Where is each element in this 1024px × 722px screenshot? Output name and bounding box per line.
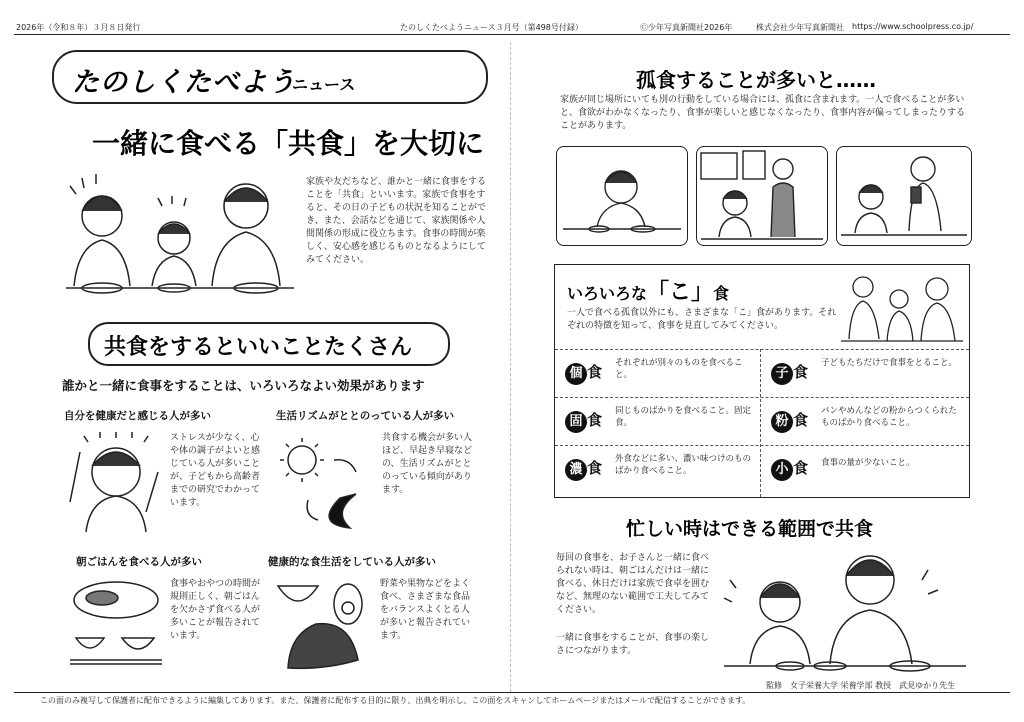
benefit-4-title: 健康的な食生活をしている人が多い [268,556,436,568]
parent-child-illustration [720,540,970,680]
benefit-3-text: 食事やおやつの時間が規則正しく、朝ごはんを欠かさず食べる人が多いことが報告されています。 [170,579,261,641]
iroiro-title-post: 食 [713,284,730,303]
benefit-4-text: 野菜や果物などをよく食べ、さまざまな食品をバランスよくとる人が多いと報告されています。 [380,579,471,641]
kanji-badge: 固 [565,411,587,433]
kanji-badge: 濃 [565,459,587,481]
kanji-desc: パンやめんなどの粉からつくられたものばかり食べること。 [821,406,957,428]
headline: 一緒に食べる「共食」を大切に [92,127,485,160]
kanji-badge: 小 [771,459,793,481]
kosyoku-item-ko5 [565,454,755,481]
kosyoku-item-ko1 [565,358,755,385]
intro-text: 家族や友だちなど、誰かと一緒に食事をすることを「共食」といいます。家族で食事をすると、その日の子どもの状況を知ることができ、また、会話などを通じて、家族関係や人間関係の形成に役立ちます。食事の時間が楽しく、安心感を感じるものとなるようにしてみてください。 [306,177,487,265]
kosyoku-scene-2 [696,146,828,246]
footer-note: この面のみ複写して保護者に配布できるように編集してあります。また、保護者に配布する目的に限り、出典を明示し、この面をスキャンしてホームページまたはメールで配信することができます。 [40,696,751,705]
iroiro-sep-vert [760,349,761,497]
section-title: 共食をするといいことたくさん [104,335,413,360]
kanji-desc: 外食などに多い、濃い味つけのものばかり食べること。 [615,454,752,476]
credit: 監修 女子栄養大学 栄養学部 教授 武見ゆかり先生 [766,681,956,690]
vegetables-illustration [272,576,376,672]
kosyoku-item-ko2 [771,358,961,385]
kosyoku-scene-1 [556,146,688,246]
issue-number: たのしくたべようニュース３月号（第498号付録） [400,23,583,32]
iroiro-box [554,264,970,498]
copyright: Ⓒ少年写真新聞社2026年 [640,23,733,32]
logo-suffix: ニュース [292,75,356,94]
kanji-badge: 子 [771,363,793,385]
publisher: 株式会社少年写真新聞社 [756,23,844,32]
iroiro-sep-2 [555,397,969,398]
kanji-suffix: 食 [793,363,809,381]
busy-title: 忙しい時はできる範囲で共食 [626,518,874,540]
footer-rule [14,692,1010,693]
benefit-1-text: ストレスが少なく、心や体の調子がよいと感じている人が多いことが、子どもから高齢者までの研究でわかっています。 [170,433,261,508]
kosyoku-item-ko4 [771,406,961,433]
kanji-desc: 食事の量が少ないこと。 [821,458,915,468]
family-illustration [62,166,298,296]
kanji-badge: 個 [565,363,587,385]
iroiro-title [567,275,729,306]
lead-text: 誰かと一緒に食事をすることは、いろいろなよい効果があります [62,378,425,393]
kanji-desc: 子どもたちだけで食事をとること。 [821,358,958,368]
iroiro-title-kana: 「こ」 [647,280,714,305]
kanji-suffix: 食 [587,459,603,477]
kosyoku-item-ko3 [565,406,755,433]
logo-main: たのしくたべよう [72,67,296,98]
iroiro-sep-3 [555,445,969,446]
benefit-1-title: 自分を健康だと感じる人が多い [64,410,211,422]
kanji-suffix: 食 [793,411,809,429]
kanji-desc: 同じものばかりを食べること。固定食。 [615,406,752,428]
iroiro-sep-1 [555,349,969,350]
iroiro-title-pre: いろいろな [567,284,648,303]
boy-illustration [60,432,170,532]
issue-date: 2026年（令和８年）３月８日発行 [16,23,141,32]
logo-banner [52,50,488,104]
kanji-desc: それぞれが別々のものを食べること。 [615,358,743,380]
sun-moon-illustration [278,436,382,532]
section-banner [88,322,450,366]
kosyoku-text: 家族が同じ場所にいても別の行動をしている場合には、孤食に含まれます。一人で食べることが多いと、食欲がわかなくなったり、食事が楽しいと感じなくなったり、食事内容が偏ってしまったりすることがあります。 [560,95,966,131]
benefit-2-title: 生活リズムがととのっている人が多い [276,410,455,422]
kanji-suffix: 食 [587,411,603,429]
benefit-2-text: 共食する機会が多い人ほど、早起き早寝などの、生活リズムがととのっている傾向があります。 [382,433,473,495]
kosyoku-scene-3 [836,146,972,246]
benefit-3-title: 朝ごはんを食べる人が多い [76,556,202,568]
iroiro-family-illustration [841,269,963,345]
breakfast-illustration [66,576,166,668]
kosyoku-item-ko6 [771,457,961,481]
kanji-suffix: 食 [793,459,809,477]
kanji-badge: 粉 [771,411,793,433]
publisher-url[interactable]: https://www.schoolpress.co.jp/ [852,22,974,31]
iroiro-text: 一人で食べる孤食以外にも、さまざまな「こ」食があります。それぞれの特徴を知って、食事を見直してみてください。 [567,308,837,331]
kosyoku-title: 孤食することが多いと…… [636,68,876,92]
busy-text-2: 一緒に食事をすることが、食事の楽しさにつながります。 [556,633,710,656]
busy-text-1: 毎回の食事を、お子さんと一緒に食べられない時は、朝ごはんだけは一緒に食べる、休日だけは家族で食卓を囲むなど、無理のない範囲で工夫してみてください。 [556,553,710,615]
column-divider [510,42,512,692]
header-rule [14,34,1010,35]
kanji-suffix: 食 [587,363,603,381]
